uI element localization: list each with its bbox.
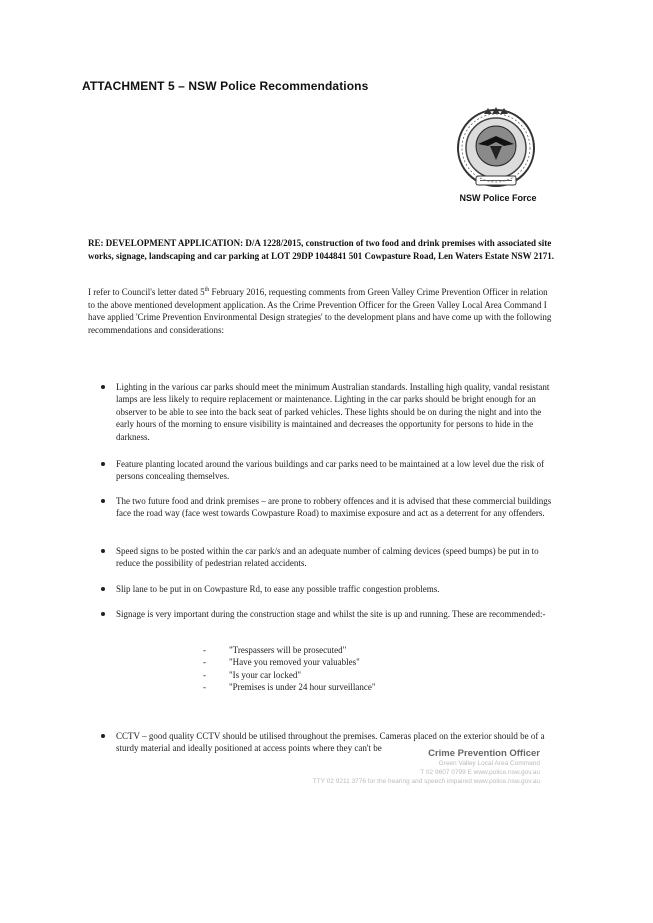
signage-text: "Trespassers will be prosecuted" — [229, 645, 347, 655]
bullet-icon — [101, 462, 105, 466]
dash-marker: - — [203, 682, 206, 693]
footer-line: Green Valley Local Area Command — [438, 760, 540, 767]
list-item — [116, 381, 556, 443]
bullet-icon — [101, 612, 105, 616]
officer-title: Crime Prevention Officer — [428, 748, 540, 759]
signage-examples — [203, 644, 463, 694]
signage-item — [203, 681, 463, 693]
logo-label: NSW Police Force — [459, 193, 537, 203]
signage-item — [203, 656, 463, 668]
officer-signature-block — [268, 748, 540, 786]
signage-text: "Premises is under 24 hour surveillance" — [229, 682, 376, 693]
dash-marker: - — [203, 645, 206, 655]
list-item — [116, 583, 556, 595]
signage-item — [203, 644, 463, 656]
intro-text-start: I refer to Council's letter dated 5 — [88, 287, 205, 297]
re-heading: RE: DEVELOPMENT APPLICATION: D/A 1228/2015, construction of two food and drink premises with associated site works, signage, landscaping and car parking at LOT 29DP 1044841 501 Cowpasture Road, Len Waters Estate NSW 2171. — [88, 238, 554, 261]
list-item — [116, 458, 556, 483]
bullet-icon — [101, 549, 105, 553]
bullet-icon — [101, 587, 105, 591]
intro-text-end: February 2016, requesting comments from Green Valley Crime Prevention Officer in relation to the above mentioned development application. As the Crime Prevention Officer for the Green Valley Local Area Command I have applied 'Crime Prevention Environmental Design strategies' to the development plans and have come up with the following recommendations and considerations: — [88, 287, 552, 335]
bullet-icon — [101, 734, 105, 738]
list-item — [116, 608, 556, 620]
list-item-text: Slip lane to be put in on Cowpasture Rd, to ease any possible traffic congestion problems. — [116, 584, 440, 594]
dash-marker: - — [203, 657, 206, 668]
attachment-heading: ATTACHMENT 5 – NSW Police Recommendations — [82, 79, 369, 93]
signage-item — [203, 669, 463, 681]
list-item-text: CCTV – good quality CCTV should be utilised throughout the premises. Cameras placed on the exterior should be of a sturdy material and ideally positioned at access points where they can't be — [116, 731, 545, 754]
signage-text: "Have you removed your valuables" — [229, 657, 360, 668]
list-item-text: Feature planting located around the various buildings and car parks need to be maintained at a low level due the risk of persons concealing themselves. — [116, 459, 545, 482]
footer-line: TTY 02 9211 3776 for the hearing and speech impaired www.police.nsw.gov.au — [312, 778, 540, 785]
footer-line: T 02 9607 0799 E www.police.nsw.gov.au — [420, 769, 540, 776]
list-item — [116, 545, 556, 570]
list-item-text: Speed signs to be posted within the car park/s and an adequate number of calming devices (speed bumps) be put in to reduce the possibility of pedestrian related accidents. — [116, 546, 539, 569]
signage-text: "Is your car locked" — [229, 669, 302, 680]
intro-superscript: th — [204, 287, 210, 293]
list-item — [116, 495, 556, 520]
dash-marker: - — [203, 669, 206, 680]
bullet-icon — [101, 499, 105, 503]
list-item-text: Signage is very important during the construction stage and whilst the site is up and running. These are recommended:- — [116, 609, 546, 619]
list-item-text: Lighting in the various car parks should meet the minimum Australian standards. Installing high quality, vandal resistant lamps are less likely to require replacement or maintenance. Lighting in the car parks should be bright enough for an observer to be able to see into the back seat of parked vehicles. These lights should be on during the night and into the early hours of the morning to ensure visibility is maintained and decreases the opportunity for persons to hide in the darkness. — [116, 382, 550, 442]
bullet-icon — [101, 385, 105, 389]
list-item-text: The two future food and drink premises – are prone to robbery offences and it is advised that these commercial buildings face the road way (face west towards Cowpasture Road) to maximise exposure and act as a deterrent for any offenders. — [116, 496, 552, 519]
